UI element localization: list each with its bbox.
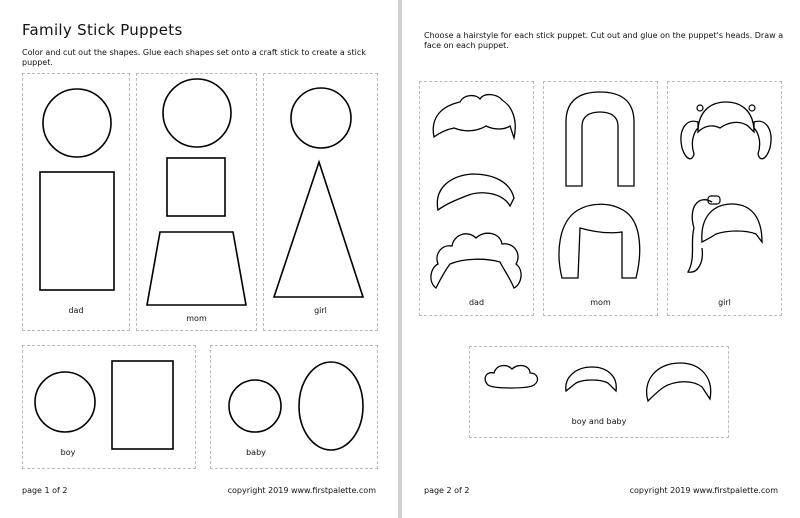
mom-label: mom bbox=[186, 314, 207, 323]
mom-hair-long bbox=[566, 92, 634, 186]
mom-hair-label: mom bbox=[590, 298, 611, 307]
girl-shapes bbox=[264, 74, 377, 330]
girl-shapes-box bbox=[263, 73, 378, 331]
girl-hair-box bbox=[667, 81, 782, 316]
girl-ponytail-band bbox=[708, 196, 720, 204]
dad-hair-box bbox=[419, 81, 534, 316]
dad-hair-spiky bbox=[433, 95, 515, 138]
copyright: copyright 2019 www.firstpalette.com bbox=[227, 486, 376, 495]
page-title: Family Stick Puppets bbox=[22, 21, 183, 39]
baby-head-circle bbox=[229, 380, 281, 432]
mom-skirt-trapezoid bbox=[147, 232, 246, 305]
mom-shapes-box bbox=[136, 73, 257, 331]
girl-label: girl bbox=[314, 306, 327, 315]
girl-pigtail-tie-right bbox=[749, 105, 755, 111]
baby-body-oval bbox=[299, 362, 363, 450]
dad-head-circle bbox=[43, 89, 111, 157]
boy-shapes-box bbox=[22, 345, 196, 469]
boy-label: boy bbox=[60, 448, 76, 457]
girl-head-circle bbox=[291, 88, 351, 148]
girl-hair-label: girl bbox=[718, 298, 731, 307]
copyright: copyright 2019 www.firstpalette.com bbox=[629, 486, 778, 495]
girl-dress-triangle bbox=[274, 162, 363, 297]
dad-shapes bbox=[23, 74, 129, 330]
dad-hairstyles bbox=[420, 82, 533, 315]
girl-hair-ponytail bbox=[688, 200, 762, 273]
baby-shapes-box bbox=[210, 345, 378, 469]
girl-pigtail-tie-left bbox=[697, 105, 703, 111]
instructions: Choose a hairstyle for each stick puppet. Cut out and glue on the puppet's heads. Draw a face on each puppet. bbox=[424, 31, 784, 50]
page-1 bbox=[0, 0, 398, 518]
dad-shapes-box bbox=[22, 73, 130, 331]
boy-hair-tuft bbox=[566, 367, 616, 391]
girl-hairstyles bbox=[668, 82, 781, 315]
page-number: page 1 of 2 bbox=[22, 486, 68, 495]
page-number: page 2 of 2 bbox=[424, 486, 470, 495]
boy-hair-swept bbox=[647, 363, 711, 401]
dad-label: dad bbox=[68, 306, 84, 315]
boy-baby-hair-box bbox=[469, 346, 729, 438]
baby-label: baby bbox=[246, 448, 266, 457]
dad-hair-curly bbox=[431, 233, 521, 288]
boy-head-circle bbox=[35, 372, 95, 432]
mom-hair-bob bbox=[559, 204, 640, 278]
baby-hair-curly bbox=[485, 366, 537, 388]
mom-hairstyles bbox=[544, 82, 657, 315]
boy-body-rect bbox=[112, 361, 173, 449]
page-2 bbox=[402, 0, 800, 518]
mom-shapes bbox=[137, 74, 256, 330]
dad-hair-combed bbox=[437, 174, 514, 210]
mom-hair-box bbox=[543, 81, 658, 316]
girl-hair-pigtails bbox=[681, 102, 771, 159]
dad-body-rect bbox=[40, 172, 114, 290]
mom-head-circle bbox=[163, 79, 231, 147]
boy-baby-hair-label: boy and baby bbox=[571, 417, 627, 426]
instructions: Color and cut out the shapes. Glue each shapes set onto a craft stick to create a stick puppet. bbox=[22, 48, 366, 67]
dad-hair-label: dad bbox=[468, 298, 485, 307]
mom-torso-square bbox=[167, 158, 225, 216]
